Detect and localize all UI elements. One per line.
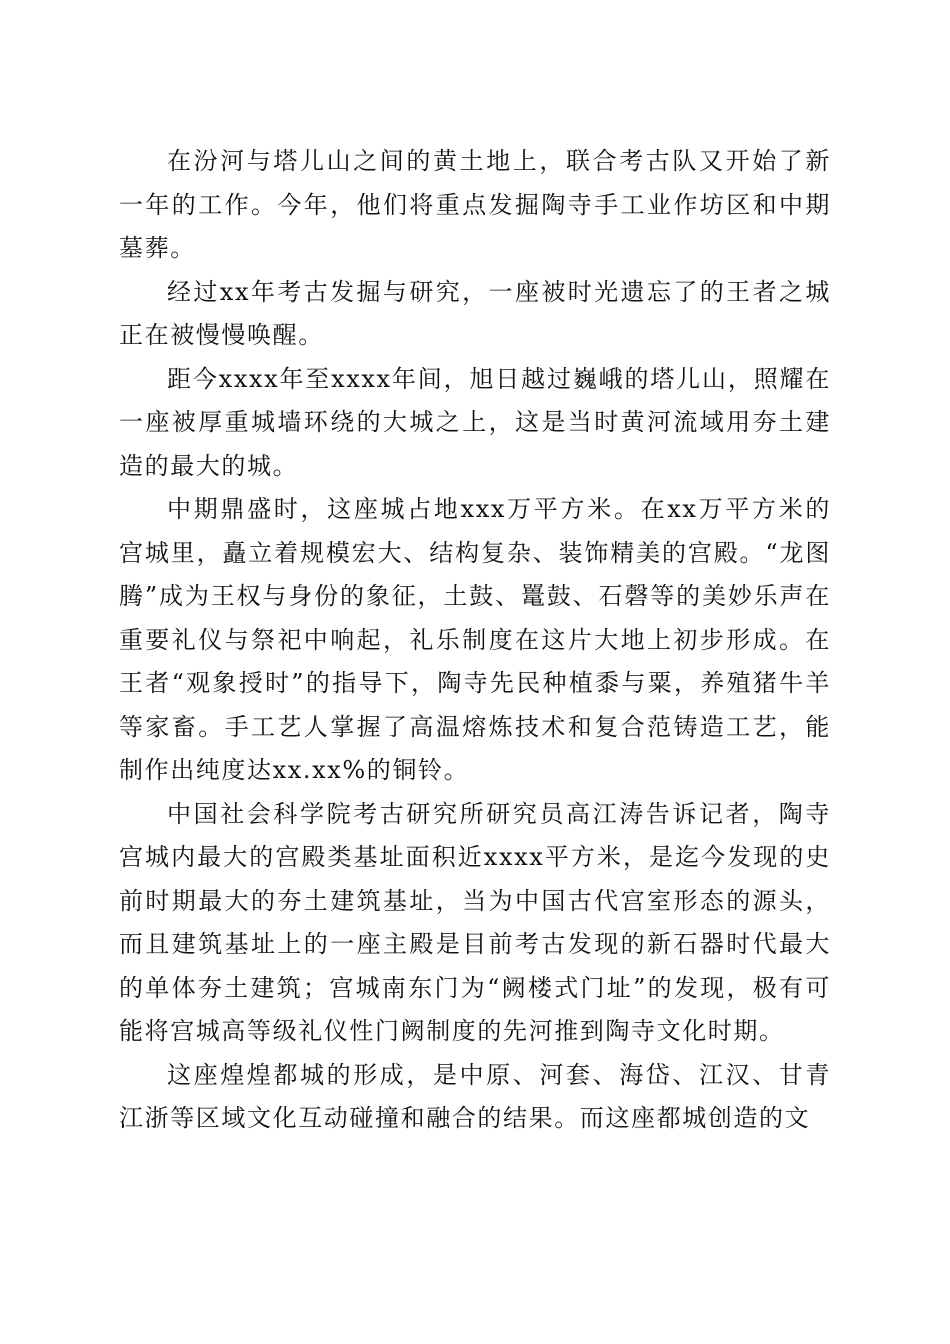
paragraph-3: 距今xxxx年至xxxx年间，旭日越过巍峨的塔儿山，照耀在一座被厚重城墙环绕的大城之上，这是当时黄河流域用夯土建造的最大的城。: [119, 364, 831, 480]
paragraph-5: 中国社会科学院考古研究所研究员高江涛告诉记者，陶寺宫城内最大的宫殿类基址面积近xxxx平方米，是迄今发现的史前时期最大的夯土建筑基址，当为中国古代宫室形态的源头，而且建筑基址上的一座主殿是目前考古发现的新石器时代最大的单体夯土建筑；宫城南东门为“阙楼式门址”的发现，极有可能将宫城高等级礼仪性门阙制度的先河推到陶寺文化时期。: [119, 799, 831, 1045]
paragraph-2: 经过xx年考古发掘与研究，一座被时光遗忘了的王者之城正在被慢慢唤醒。: [119, 277, 831, 349]
paragraph-4: 中期鼎盛时，这座城占地xxx万平方米。在xx万平方米的宫城里，矗立着规模宏大、结构复杂、装饰精美的宫殿。“龙图腾”成为王权与身份的象征，土鼓、鼍鼓、石磬等的美妙乐声在重要礼仪与祭祀中响起，礼乐制度在这片大地上初步形成。在王者“观象授时”的指导下，陶寺先民种植黍与粟，养殖猪牛羊等家畜。手工艺人掌握了高温熔炼技术和复合范铸造工艺，能制作出纯度达xx.xx%的铜铃。: [119, 495, 831, 784]
document-body: [119, 140, 831, 1141]
paragraph-1: 在汾河与塔儿山之间的黄土地上，联合考古队又开始了新一年的工作。今年，他们将重点发掘陶寺手工业作坊区和中期墓葬。: [119, 147, 831, 262]
paragraph-6: 这座煌煌都城的形成，是中原、河套、海岱、江汉、甘青江浙等区域文化互动碰撞和融合的结果。而这座都城创造的文: [119, 1060, 831, 1132]
